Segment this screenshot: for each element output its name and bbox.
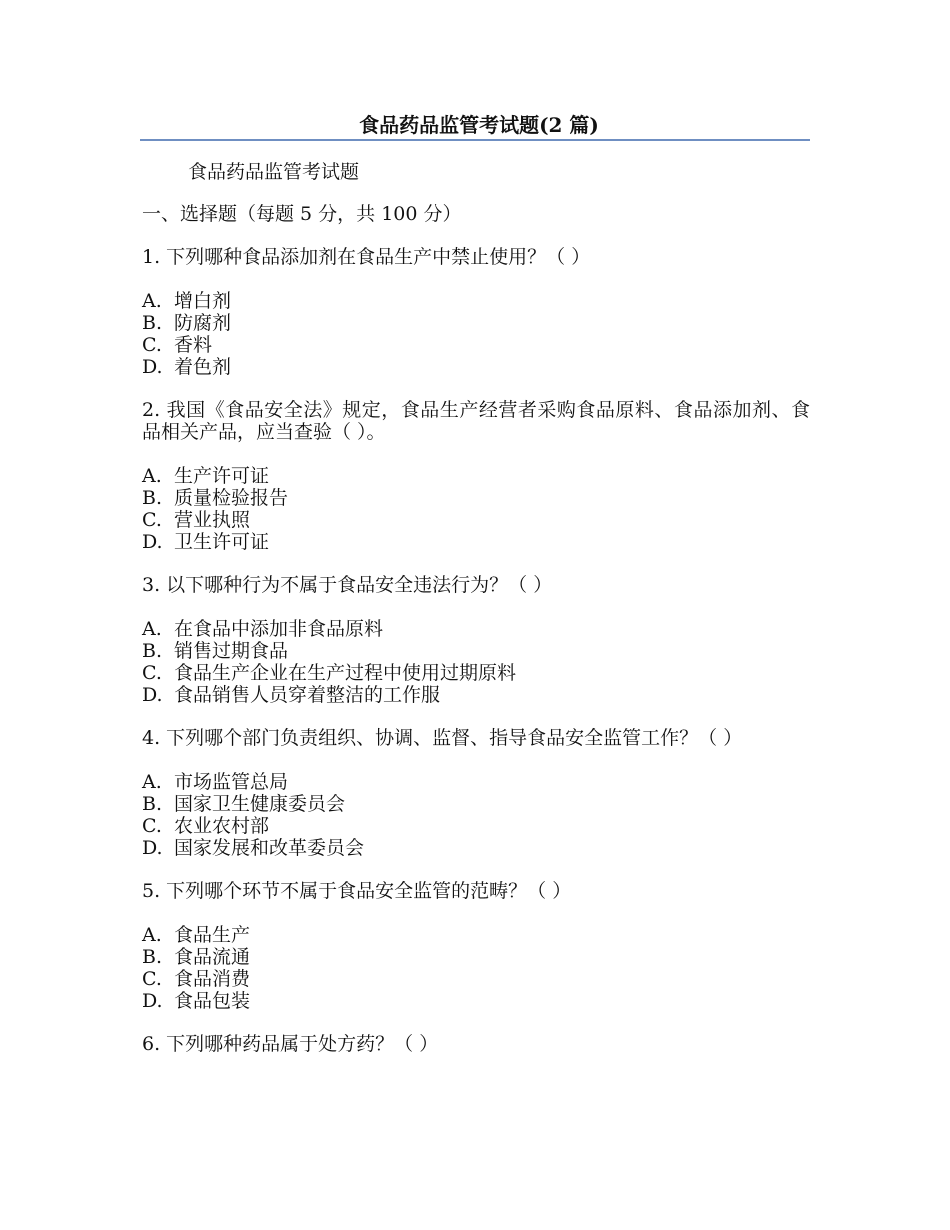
option-text: 在食品中添加非食品原料 <box>174 618 384 640</box>
option-letter: C. <box>142 334 162 356</box>
option-text: 着色剂 <box>174 356 232 378</box>
option-letter: B. <box>142 487 163 509</box>
option-c <box>142 509 810 531</box>
option-letter: A. <box>142 465 162 487</box>
option-a <box>142 465 810 487</box>
option-a <box>142 924 810 946</box>
question-2 <box>142 399 810 553</box>
question-stem: 5. 下列哪个环节不属于食品安全监管的范畴？（ ） <box>142 880 572 902</box>
question-1 <box>142 246 810 378</box>
option-b <box>142 793 810 815</box>
option-letter: B. <box>142 946 163 968</box>
option-letter: D. <box>142 990 163 1012</box>
option-b <box>142 312 810 334</box>
option-list <box>142 771 810 859</box>
option-b <box>142 487 810 509</box>
option-d <box>142 356 810 378</box>
option-a <box>142 618 810 640</box>
option-letter: C. <box>142 509 162 531</box>
option-letter: B. <box>142 793 163 815</box>
option-text: 营业执照 <box>174 509 251 531</box>
option-d <box>142 990 810 1012</box>
question-stem: 6. 下列哪种药品属于处方药？（ ） <box>142 1033 439 1055</box>
question-4 <box>142 727 810 859</box>
question-3 <box>142 574 810 706</box>
option-letter: A. <box>142 924 162 946</box>
option-letter: C. <box>142 662 162 684</box>
option-b <box>142 946 810 968</box>
option-c <box>142 334 810 356</box>
option-text: 国家卫生健康委员会 <box>174 793 346 815</box>
option-d <box>142 837 810 859</box>
option-letter: A. <box>142 618 162 640</box>
option-text: 生产许可证 <box>174 465 270 487</box>
option-text: 食品生产企业在生产过程中使用过期原料 <box>174 662 517 684</box>
option-text: 国家发展和改革委员会 <box>174 837 365 859</box>
option-letter: A. <box>142 771 162 793</box>
option-d <box>142 684 810 706</box>
option-letter: C. <box>142 815 162 837</box>
option-letter: D. <box>142 531 163 553</box>
option-c <box>142 662 810 684</box>
option-text: 食品消费 <box>174 968 251 990</box>
option-a <box>142 771 810 793</box>
option-a <box>142 290 810 312</box>
option-text: 食品流通 <box>174 946 251 968</box>
option-letter: B. <box>142 640 163 662</box>
option-letter: D. <box>142 684 163 706</box>
option-text: 卫生许可证 <box>174 531 270 553</box>
option-c <box>142 968 810 990</box>
question-list <box>142 246 810 1055</box>
question-stem: 3. 以下哪种行为不属于食品安全违法行为？（ ） <box>142 574 553 596</box>
document-subtitle: 食品药品监管考试题 <box>188 161 360 183</box>
option-letter: B. <box>142 312 163 334</box>
option-letter: D. <box>142 837 163 859</box>
section-heading: 一、选择题（每题 5 分，共 100 分） <box>142 203 462 225</box>
option-letter: D. <box>142 356 163 378</box>
option-text: 食品包装 <box>174 990 251 1012</box>
option-text: 农业农村部 <box>174 815 270 837</box>
option-text: 防腐剂 <box>174 312 232 334</box>
question-stem: 4. 下列哪个部门负责组织、协调、监督、指导食品安全监管工作？（ ） <box>142 727 743 749</box>
question-6 <box>142 1033 810 1055</box>
option-letter: C. <box>142 968 162 990</box>
option-list <box>142 290 810 378</box>
option-text: 增白剂 <box>174 290 232 312</box>
question-5 <box>142 880 810 1012</box>
title-underline <box>140 139 810 141</box>
document-body <box>142 161 810 1077</box>
question-stem: 1. 下列哪种食品添加剂在食品生产中禁止使用？（ ） <box>142 246 591 268</box>
document-title: 食品药品监管考试题(2 篇) <box>359 113 599 137</box>
option-list <box>142 465 810 553</box>
option-c <box>142 815 810 837</box>
option-text: 食品生产 <box>174 924 251 946</box>
option-b <box>142 640 810 662</box>
option-list <box>142 924 810 1012</box>
option-text: 质量检验报告 <box>174 487 289 509</box>
option-text: 食品销售人员穿着整洁的工作服 <box>174 684 441 706</box>
option-text: 销售过期食品 <box>174 640 289 662</box>
option-text: 市场监管总局 <box>174 771 289 793</box>
option-d <box>142 531 810 553</box>
option-letter: A. <box>142 290 162 312</box>
option-list <box>142 618 810 706</box>
question-stem: 2. 我国《食品安全法》规定，食品生产经营者采购食品原料、食品添加剂、食品相关产品，应当查验（ ）。 <box>142 399 810 443</box>
option-text: 香料 <box>174 334 213 356</box>
